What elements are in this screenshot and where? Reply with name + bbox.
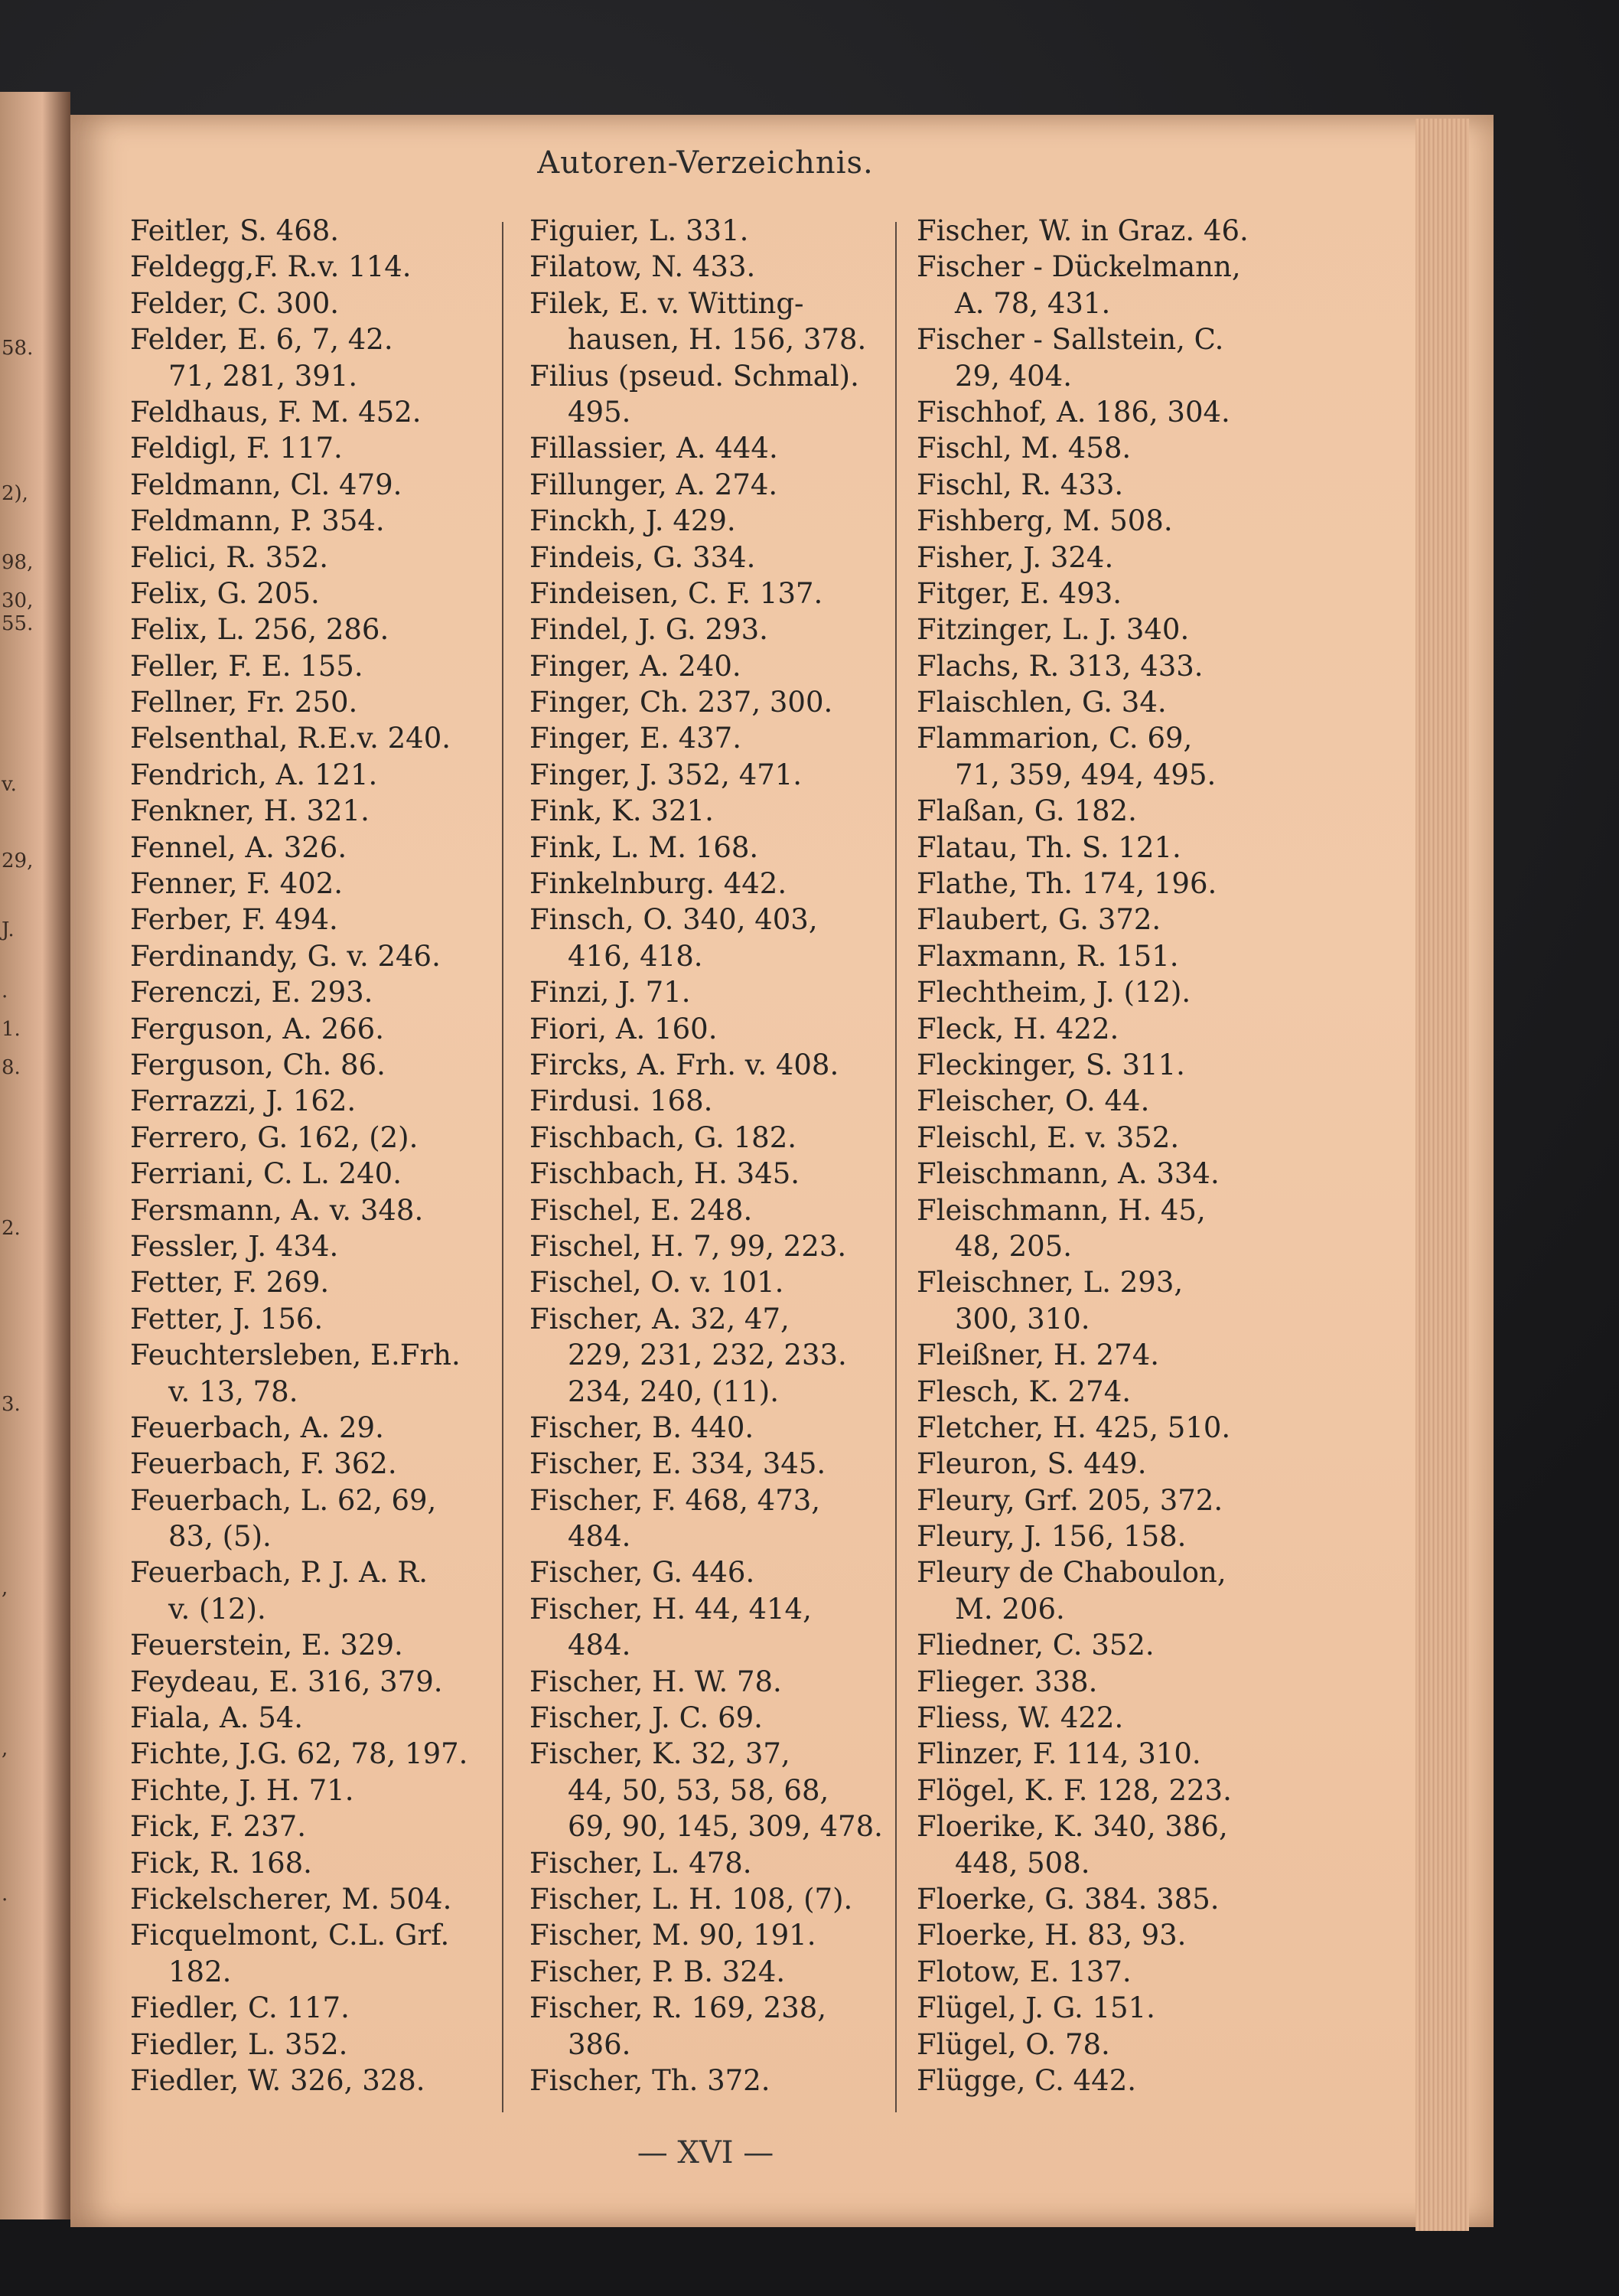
index-entry-continuation: A. 78, 431. bbox=[955, 286, 1111, 320]
index-entry: Feuchtersleben, E.Frh. bbox=[130, 1339, 461, 1372]
margin-fragment: 3. bbox=[2, 1393, 21, 1416]
index-entry: Fischer, H. W. 78. bbox=[529, 1665, 782, 1698]
index-entry: Feller, F. E. 155. bbox=[130, 649, 363, 683]
index-entry: Finger, Ch. 237, 300. bbox=[529, 686, 833, 719]
index-entry: Fischl, R. 433. bbox=[917, 468, 1124, 501]
index-entry: Feitler, S. 468. bbox=[130, 214, 340, 247]
index-entry: Felix, G. 205. bbox=[130, 576, 320, 610]
index-column-3 bbox=[917, 213, 1299, 2099]
index-entry: Fischer - Dückelmann, bbox=[917, 250, 1241, 284]
index-entry: Ferriani, C. L. 240. bbox=[130, 1157, 402, 1191]
index-entry: Fiori, A. 160. bbox=[529, 1012, 718, 1045]
margin-fragment: v. bbox=[2, 773, 17, 796]
index-entry: Fendrich, A. 121. bbox=[130, 758, 378, 791]
index-entry: Flügel, J. G. 151. bbox=[917, 1991, 1155, 2025]
page-header: Autoren-Verzeichnis. bbox=[537, 145, 874, 181]
index-entry: Floerike, K. 340, 386, bbox=[917, 1810, 1228, 1844]
index-entry: Feuerbach, F. 362. bbox=[130, 1447, 397, 1481]
index-entry: Fitger, E. 493. bbox=[917, 576, 1122, 610]
index-entry: Fessler, J. 434. bbox=[130, 1229, 339, 1263]
index-entry-continuation: 182. bbox=[168, 1955, 232, 1988]
index-entry: Fischel, H. 7, 99, 223. bbox=[529, 1229, 847, 1263]
index-entry: Flotow, E. 137. bbox=[917, 1955, 1132, 1988]
index-entry: Flachs, R. 313, 433. bbox=[917, 649, 1204, 683]
index-entry: Finckh, J. 429. bbox=[529, 504, 736, 538]
page-stack-edge bbox=[1415, 119, 1469, 2231]
index-entry: Findeisen, C. F. 137. bbox=[529, 576, 823, 610]
index-entry-continuation: 69, 90, 145, 309, 478. bbox=[568, 1810, 883, 1844]
index-entry: Feldmann, Cl. 479. bbox=[130, 468, 402, 501]
index-entry: Fillunger, A. 274. bbox=[529, 468, 778, 501]
index-entry: Fischel, O. v. 101. bbox=[529, 1266, 784, 1300]
margin-fragment: J. bbox=[2, 918, 15, 941]
index-column-2 bbox=[529, 213, 912, 2099]
index-entry: Fliess, W. 422. bbox=[917, 1701, 1124, 1735]
index-entry: Findeis, G. 334. bbox=[529, 540, 756, 574]
index-entry: Flaubert, G. 372. bbox=[917, 903, 1161, 937]
index-entry: Ferguson, A. 266. bbox=[130, 1012, 384, 1045]
index-entry: Feydeau, E. 316, 379. bbox=[130, 1665, 443, 1698]
index-entry: Felder, E. 6, 7, 42. bbox=[130, 323, 393, 357]
margin-fragment: . bbox=[2, 980, 8, 1003]
index-entry: Fischer, B. 440. bbox=[529, 1411, 754, 1444]
index-entry: Fischer, L. 478. bbox=[529, 1846, 752, 1880]
index-entry: Fleck, H. 422. bbox=[917, 1012, 1119, 1045]
index-entry: Fichte, J.G. 62, 78, 197. bbox=[130, 1737, 468, 1771]
index-entry: Figuier, L. 331. bbox=[529, 214, 749, 247]
index-entry: Flinzer, F. 114, 310. bbox=[917, 1737, 1201, 1771]
index-entry: Flögel, K. F. 128, 223. bbox=[917, 1773, 1232, 1807]
index-entry: Flesch, K. 274. bbox=[917, 1375, 1132, 1408]
index-entry: Fischbach, G. 182. bbox=[529, 1120, 797, 1154]
page-number: — XVI — bbox=[637, 2135, 774, 2170]
index-entry: Flatau, Th. S. 121. bbox=[917, 830, 1181, 864]
index-entry: Fiedler, C. 117. bbox=[130, 1991, 350, 2025]
index-entry: Fischer, F. 468, 473, bbox=[529, 1483, 821, 1517]
index-entry: Fischer, Th. 372. bbox=[529, 2063, 770, 2097]
index-entry: Fischer, G. 446. bbox=[529, 1556, 755, 1590]
margin-fragment: 29, bbox=[2, 850, 34, 872]
index-entry: Fiala, A. 54. bbox=[130, 1701, 304, 1735]
index-entry: Fischer, M. 90, 191. bbox=[529, 1919, 816, 1952]
index-entry: Fink, K. 321. bbox=[529, 794, 714, 828]
index-entry: Felsenthal, R.E.v. 240. bbox=[130, 722, 451, 755]
index-entry: Finsch, O. 340, 403, bbox=[529, 903, 818, 937]
index-entry-continuation: v. 13, 78. bbox=[168, 1375, 298, 1408]
margin-fragment: 2), bbox=[2, 482, 28, 505]
index-entry-continuation: v. (12). bbox=[168, 1592, 266, 1626]
index-entry-continuation: 416, 418. bbox=[568, 939, 703, 973]
margin-fragment: 58. bbox=[2, 337, 34, 360]
index-entry: Fischhof, A. 186, 304. bbox=[917, 395, 1230, 429]
margin-fragment: 2. bbox=[2, 1217, 21, 1240]
index-entry-continuation: 234, 240, (11). bbox=[568, 1375, 780, 1408]
index-entry: Felix, L. 256, 286. bbox=[130, 613, 389, 647]
index-entry: Fick, R. 168. bbox=[130, 1846, 312, 1880]
index-entry-continuation: 300, 310. bbox=[955, 1302, 1090, 1336]
index-entry: Felici, R. 352. bbox=[130, 540, 329, 574]
index-entry: Flügel, O. 78. bbox=[917, 2027, 1110, 2061]
index-entry: Fischer, L. H. 108, (7). bbox=[529, 1882, 853, 1916]
index-entry: Ferber, F. 494. bbox=[130, 903, 338, 937]
index-entry: Fleischmann, A. 334. bbox=[917, 1157, 1220, 1191]
index-entry: Flügge, C. 442. bbox=[917, 2063, 1137, 2097]
index-entry: Ferguson, Ch. 86. bbox=[130, 1048, 386, 1081]
margin-fragment: 1. bbox=[2, 1018, 21, 1041]
index-entry: Fenkner, H. 321. bbox=[130, 794, 370, 828]
index-entry: Floerke, G. 384. 385. bbox=[917, 1882, 1220, 1916]
index-entry: Felder, C. 300. bbox=[130, 286, 340, 320]
margin-fragment: 55. bbox=[2, 612, 34, 635]
index-entry-continuation: 448, 508. bbox=[955, 1846, 1090, 1880]
index-entry: Fischer, K. 32, 37, bbox=[529, 1737, 790, 1771]
index-entry: Fleischmann, H. 45, bbox=[917, 1193, 1206, 1227]
index-entry: Finkelnburg. 442. bbox=[529, 867, 787, 901]
margin-fragment: 30, bbox=[2, 589, 34, 612]
index-entry-continuation: 71, 281, 391. bbox=[168, 359, 358, 393]
index-entry-continuation: 229, 231, 232, 233. bbox=[568, 1339, 847, 1372]
index-entry: Filius (pseud. Schmal). bbox=[529, 359, 859, 393]
index-entry: Ferdinandy, G. v. 246. bbox=[130, 939, 441, 973]
index-entry: Ferrazzi, J. 162. bbox=[130, 1084, 357, 1118]
margin-fragment: , bbox=[2, 1737, 8, 1760]
index-entry: Finger, A. 240. bbox=[529, 649, 741, 683]
column-divider bbox=[502, 222, 503, 2112]
index-entry-continuation: 386. bbox=[568, 2027, 631, 2061]
index-entry: Findel, J. G. 293. bbox=[529, 613, 768, 647]
index-entry: Fleckinger, S. 311. bbox=[917, 1048, 1185, 1081]
index-entry: Fishberg, M. 508. bbox=[917, 504, 1173, 538]
index-entry-continuation: 48, 205. bbox=[955, 1229, 1072, 1263]
margin-fragment: . bbox=[2, 1883, 8, 1906]
index-entry: Finzi, J. 71. bbox=[529, 976, 691, 1009]
index-entry: Feldegg,F. R.v. 114. bbox=[130, 250, 412, 284]
index-entry: Feldigl, F. 117. bbox=[130, 432, 343, 465]
index-entry: Feuerbach, A. 29. bbox=[130, 1411, 384, 1444]
index-entry: Fischer, W. in Graz. 46. bbox=[917, 214, 1249, 247]
index-entry: Feuerstein, E. 329. bbox=[130, 1629, 403, 1662]
index-entry: Fischel, E. 248. bbox=[529, 1193, 753, 1227]
index-entry: Fircks, A. Frh. v. 408. bbox=[529, 1048, 839, 1081]
index-entry: Flathe, Th. 174, 196. bbox=[917, 867, 1217, 901]
index-entry: Fleury, Grf. 205, 372. bbox=[917, 1483, 1223, 1517]
index-entry: Fleißner, H. 274. bbox=[917, 1339, 1159, 1372]
index-entry: Fischer, P. B. 324. bbox=[529, 1955, 786, 1988]
index-entry: Feldmann, P. 354. bbox=[130, 504, 385, 538]
index-entry: Fink, L. M. 168. bbox=[529, 830, 759, 864]
index-entry: Fliedner, C. 352. bbox=[917, 1629, 1155, 1662]
index-entry: Fenner, F. 402. bbox=[130, 867, 344, 901]
index-entry: Fischbach, H. 345. bbox=[529, 1157, 800, 1191]
index-entry: Fersmann, A. v. 348. bbox=[130, 1193, 424, 1227]
index-entry: Ferrero, G. 162, (2). bbox=[130, 1120, 419, 1154]
index-entry: Fillassier, A. 444. bbox=[529, 432, 778, 465]
index-entry: Filatow, N. 433. bbox=[529, 250, 756, 284]
index-entry: Fischl, M. 458. bbox=[917, 432, 1132, 465]
index-entry: Fletcher, H. 425, 510. bbox=[917, 1411, 1231, 1444]
index-entry: Fleuron, S. 449. bbox=[917, 1447, 1147, 1481]
index-entry: Ferenczi, E. 293. bbox=[130, 976, 373, 1009]
index-entry-continuation: 29, 404. bbox=[955, 359, 1072, 393]
index-entry-continuation: 44, 50, 53, 58, 68, bbox=[568, 1773, 829, 1807]
index-entry: Fichte, J. H. 71. bbox=[130, 1773, 354, 1807]
index-entry: Fleury, J. 156, 158. bbox=[917, 1520, 1187, 1554]
index-entry: Feuerbach, P. J. A. R. bbox=[130, 1556, 428, 1590]
index-entry: Fischer, A. 32, 47, bbox=[529, 1302, 790, 1336]
index-entry: Flammarion, C. 69, bbox=[917, 722, 1193, 755]
index-entry: Floerke, H. 83, 93. bbox=[917, 1919, 1187, 1952]
index-entry: Fleury de Chaboulon, bbox=[917, 1556, 1226, 1590]
left-page-margin-text bbox=[0, 92, 70, 2219]
index-entry: Flaxmann, R. 151. bbox=[917, 939, 1179, 973]
index-entry: Fennel, A. 326. bbox=[130, 830, 347, 864]
index-entry: Ficquelmont, C.L. Grf. bbox=[130, 1919, 450, 1952]
index-entry: Flechtheim, J. (12). bbox=[917, 976, 1191, 1009]
column-divider bbox=[895, 222, 897, 2112]
index-entry: Fischer, R. 169, 238, bbox=[529, 1991, 826, 2025]
index-entry: Fischer, J. C. 69. bbox=[529, 1701, 763, 1735]
index-entry: Fleischer, O. 44. bbox=[917, 1084, 1150, 1118]
index-entry: Fischer, H. 44, 414, bbox=[529, 1592, 812, 1626]
index-entry: Fleischl, E. v. 352. bbox=[917, 1120, 1180, 1154]
index-entry: Fiedler, L. 352. bbox=[130, 2027, 348, 2061]
index-entry: Finger, J. 352, 471. bbox=[529, 758, 803, 791]
index-entry-continuation: 495. bbox=[568, 395, 631, 429]
index-entry: Fleischner, L. 293, bbox=[917, 1266, 1184, 1300]
index-entry-continuation: hausen, H. 156, 378. bbox=[568, 323, 867, 357]
index-entry-continuation: M. 206. bbox=[955, 1592, 1065, 1626]
index-entry: Fischer - Sallstein, C. bbox=[917, 323, 1224, 357]
index-entry: Firdusi. 168. bbox=[529, 1084, 713, 1118]
index-entry: Flaischlen, G. 34. bbox=[917, 686, 1167, 719]
margin-fragment: 8. bbox=[2, 1056, 21, 1079]
index-entry: Fellner, Fr. 250. bbox=[130, 686, 358, 719]
index-entry-continuation: 484. bbox=[568, 1520, 631, 1554]
index-entry: Fisher, J. 324. bbox=[917, 540, 1114, 574]
index-entry: Feuerbach, L. 62, 69, bbox=[130, 1483, 437, 1517]
index-entry: Fiedler, W. 326, 328. bbox=[130, 2063, 425, 2097]
index-entry: Fickelscherer, M. 504. bbox=[130, 1882, 452, 1916]
index-entry: Fetter, J. 156. bbox=[130, 1302, 324, 1336]
index-entry: Flieger. 338. bbox=[917, 1665, 1098, 1698]
index-entry: Fetter, F. 269. bbox=[130, 1266, 330, 1300]
index-entry: Fischer, E. 334, 345. bbox=[529, 1447, 826, 1481]
margin-fragment: , bbox=[2, 1577, 8, 1600]
index-entry: Flaßan, G. 182. bbox=[917, 794, 1137, 828]
index-entry-continuation: 484. bbox=[568, 1629, 631, 1662]
index-entry: Feldhaus, F. M. 452. bbox=[130, 395, 422, 429]
margin-fragment: 98, bbox=[2, 551, 34, 574]
index-entry: Fick, F. 237. bbox=[130, 1810, 306, 1844]
index-entry: Finger, E. 437. bbox=[529, 722, 741, 755]
index-entry-continuation: 71, 359, 494, 495. bbox=[955, 758, 1217, 791]
index-entry: Fitzinger, L. J. 340. bbox=[917, 613, 1190, 647]
index-column-1 bbox=[130, 213, 513, 2099]
index-entry-continuation: 83, (5). bbox=[168, 1520, 272, 1554]
index-entry: Filek, E. v. Witting- bbox=[529, 286, 804, 320]
